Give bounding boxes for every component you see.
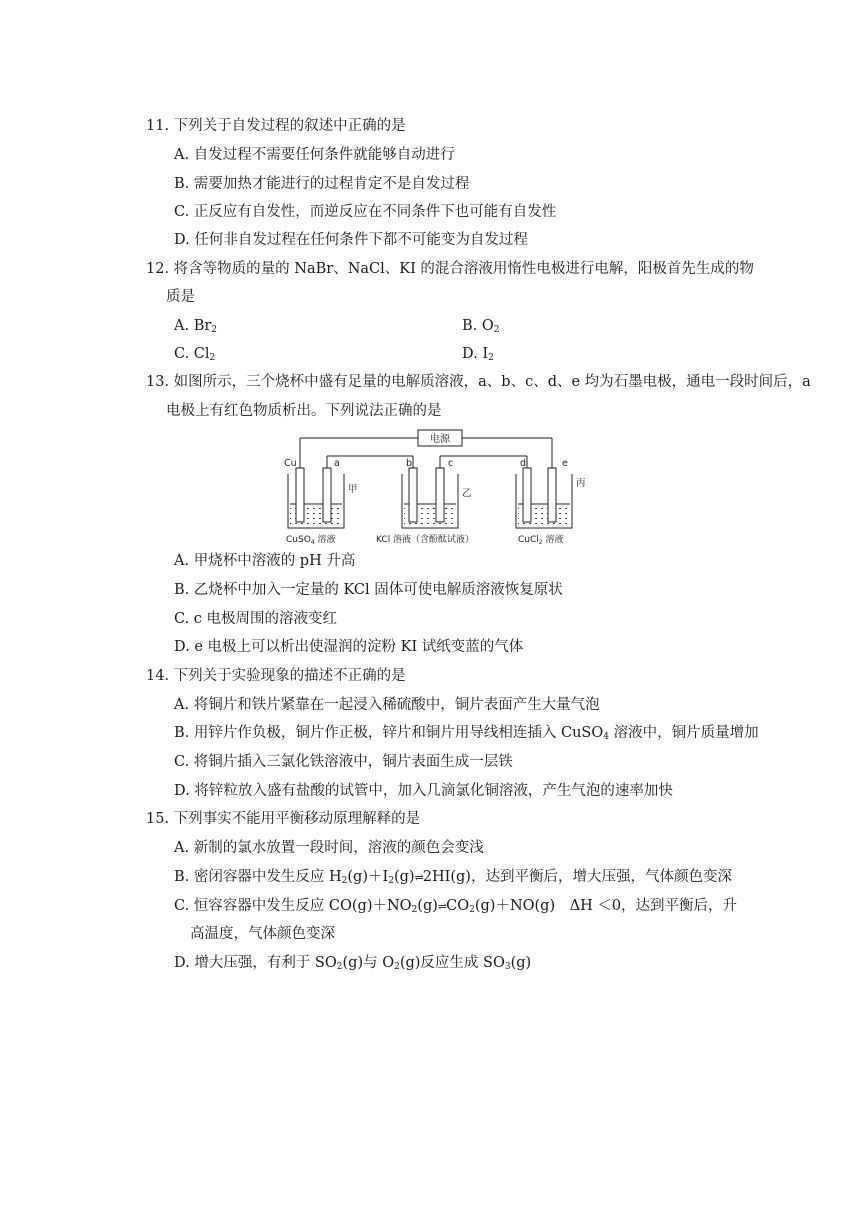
q14-option-c: C. 将铜片插入三氯化铁溶液中，铜片表面生成一层铁: [174, 754, 513, 770]
equilibrium-arrow: ⇌: [414, 871, 423, 884]
electrolysis-diagram: [270, 426, 600, 548]
label-bing: 丙: [576, 478, 586, 489]
electrode-c: [436, 468, 444, 522]
label-b: b: [406, 458, 413, 469]
q15-option-d: D. 增大压强，有利于 $SO_2(g)$与 $O_2(g)$反应生成 $SO_3(g)$: [174, 955, 532, 972]
q12-stem-line1: 12. 将含等物质的量的 NaBr、NaCl、KI 的混合溶液用惰性电极进行电解，阳极首先生成的物: [146, 261, 754, 277]
q13-option-d: D. e 电极上可以析出使湿润的淀粉 KI 试纸变蓝的气体: [174, 639, 524, 655]
q14-option-b: B. 用锌片作负极，铜片作正极，锌片和铜片用导线相连插入 CuSO$_4$ 溶液中，铜片质量增加: [174, 725, 759, 742]
q13-option-a: A. 甲烧杯中溶液的 pH 升高: [174, 553, 356, 569]
q12-option-a: A. $Br_2$: [174, 318, 218, 335]
q15-option-c: C. 恒容容器中发生反应 $CO(g)+NO_2(g)\rightleftharpoons CO_2(g)+NO(g)$ ΔH ＜0，达到平衡后，升: [174, 898, 738, 915]
beaker-jia: [288, 468, 344, 528]
cu-label: Cu: [284, 458, 297, 469]
beaker-yi: [402, 468, 458, 528]
q14-stem: 14. 下列关于实验现象的描述不正确的是: [146, 668, 406, 684]
equilibrium-arrow: ⇌: [437, 900, 447, 913]
q15-option-c-cont: 高温度，气体颜色变深: [190, 926, 335, 942]
q11-option-b: B. 需要加热才能进行的过程肯定不是自发过程: [174, 176, 470, 192]
electrode-d: [523, 468, 531, 522]
q15-stem: 15. 下列事实不能用平衡移动原理解释的是: [146, 811, 421, 827]
q15-option-a: A. 新制的氯水放置一段时间，溶液的颜色会变浅: [174, 840, 484, 856]
q13-stem-line2: 电极上有红色物质析出。下列说法正确的是: [166, 403, 442, 419]
q12-stem-line2: 质是: [166, 289, 195, 305]
solution-3-label: CuCl$_2$ 溶液: [518, 535, 564, 546]
solution-2-label: KCl 溶液（含酚酞试液）: [376, 535, 475, 545]
q15-option-b: B. 密闭容器中发生反应 $H_2(g)+I_2(g)\rightleftharpoons 2HI(g)$，达到平衡后，增大压强，气体颜色变深: [174, 869, 732, 886]
label-c: c: [448, 458, 454, 469]
q13-stem-line1: 13. 如图所示，三个烧杯中盛有足量的电解质溶液，a、b、c、d、e 均为石墨电极，通电一段时间后，a: [146, 374, 811, 390]
solution-1-label: CuSO$_4$ 溶液: [286, 535, 336, 546]
q12-option-d: D. $I_2$: [462, 346, 494, 363]
q11-option-c: C. 正反应有自发性，而逆反应在不同条件下也可能有自发性: [174, 204, 557, 220]
q14-option-d: D. 将锌粒放入盛有盐酸的试管中，加入几滴氯化铜溶液，产生气泡的速率加快: [174, 783, 673, 799]
beaker-bing: [516, 468, 572, 528]
q12-option-c: C. $Cl_2$: [174, 346, 216, 363]
label-a: a: [334, 458, 340, 469]
q11-stem: 11. 下列关于自发过程的叙述中正确的是: [146, 118, 406, 134]
q13-option-b: B. 乙烧杯中加入一定量的 KCl 固体可使电解质溶液恢复原状: [174, 582, 563, 598]
electrode-b: [409, 468, 417, 522]
power-label: 电源: [430, 434, 450, 445]
q12-option-b: B. $O_2$: [462, 318, 500, 335]
electrode-e: [548, 468, 556, 522]
q11-option-d: D. 任何非自发过程在任何条件下都不可能变为自发过程: [174, 232, 528, 248]
cu-electrode: [296, 468, 304, 522]
label-jia: 甲: [348, 484, 358, 495]
q11-option-a: A. 自发过程不需要任何条件就能够自动进行: [174, 147, 455, 163]
electrode-a: [323, 468, 331, 522]
label-yi: 乙: [462, 488, 472, 499]
q14-option-a: A. 将铜片和铁片紧靠在一起浸入稀硫酸中，铜片表面产生大量气泡: [174, 697, 600, 713]
q13-option-c: C. c 电极周围的溶液变红: [174, 611, 338, 627]
label-d: d: [520, 458, 527, 469]
label-e: e: [562, 458, 568, 469]
